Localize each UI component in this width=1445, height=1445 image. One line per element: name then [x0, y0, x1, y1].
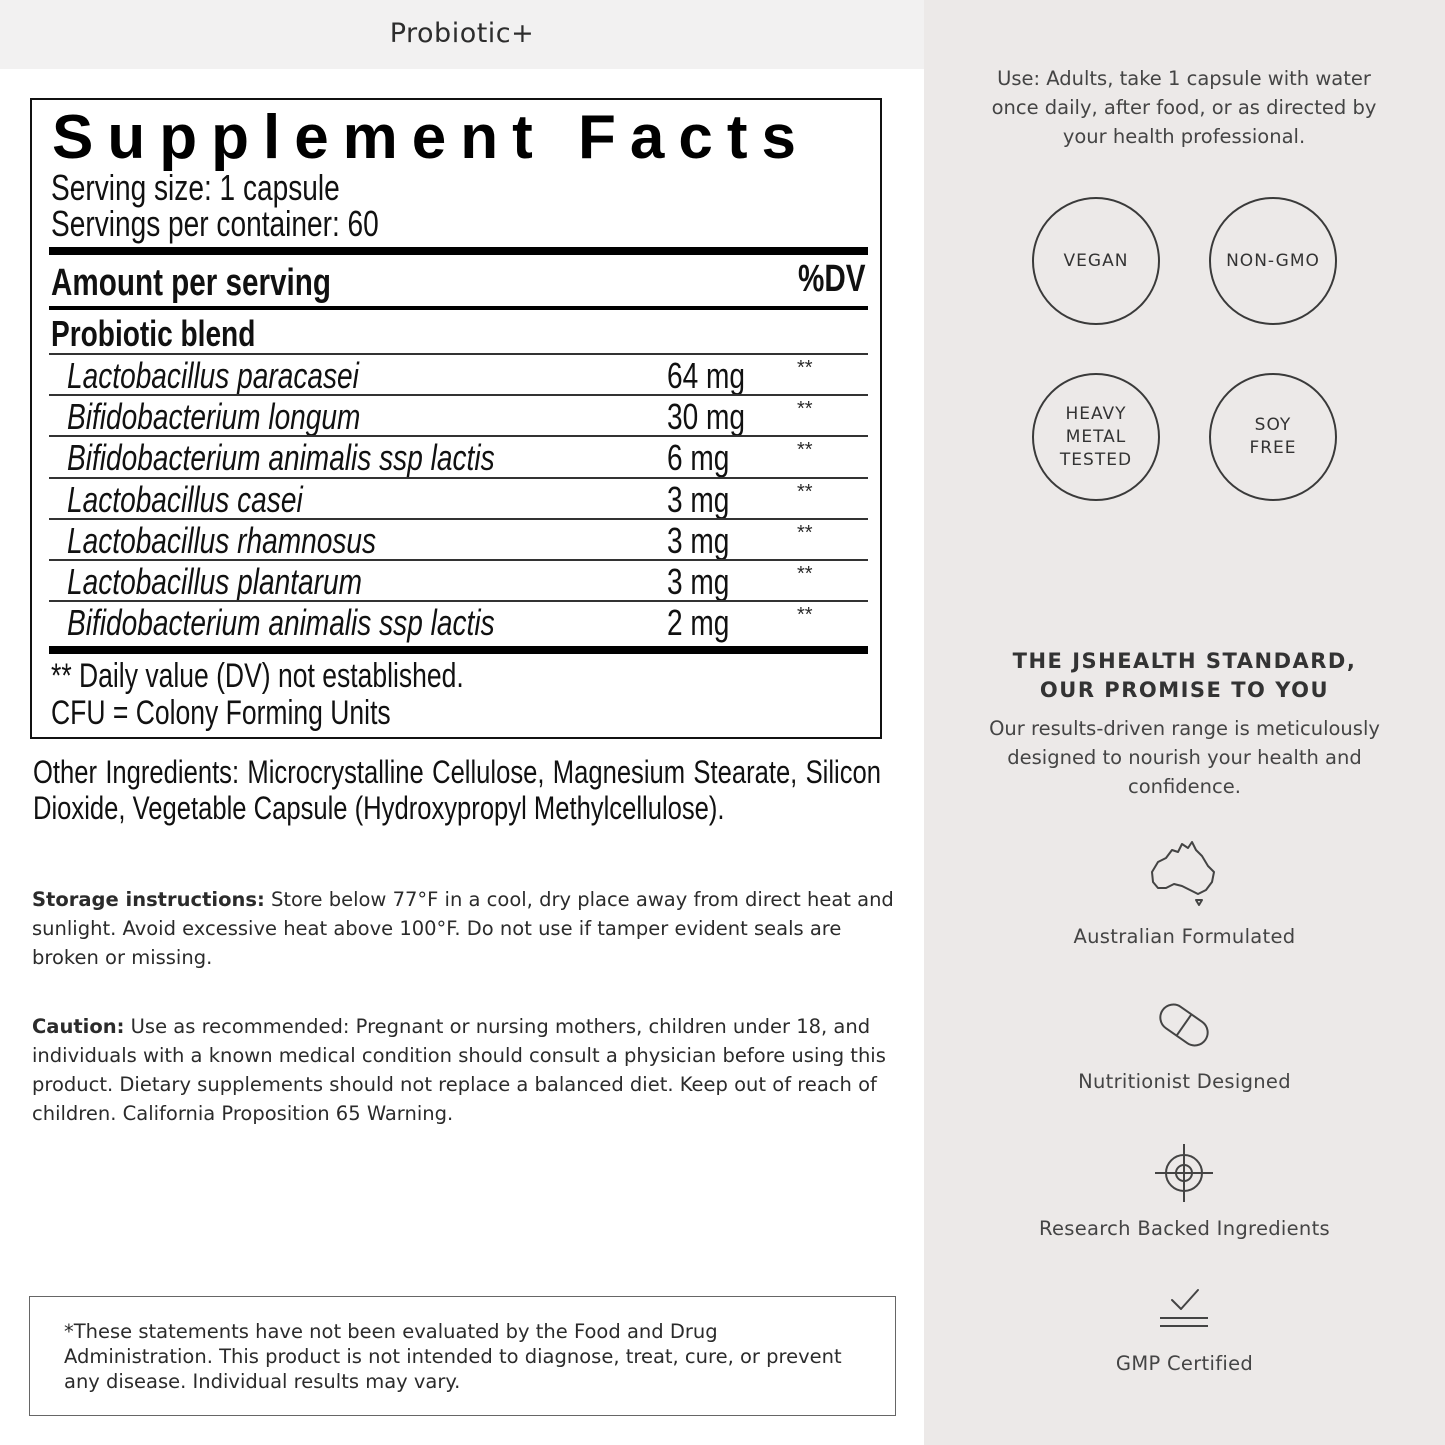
non-gmo-badge: NON-GMO [1209, 197, 1337, 325]
dv-header: %DV [798, 258, 866, 300]
supplement-facts-panel [30, 98, 882, 739]
feature-australian-formulated: Australian Formulated [1073, 925, 1296, 948]
fda-disclaimer-box [29, 1296, 896, 1416]
ingredient-name: Bifidobacterium animalis ssp lactis [67, 437, 495, 478]
right-sidebar [924, 0, 1445, 1445]
divider-thick [49, 646, 868, 654]
capsule-icon [1144, 990, 1224, 1060]
divider-thick [49, 247, 868, 255]
ingredient-amount: 30 mg [667, 396, 746, 437]
table-row [49, 435, 868, 476]
ingredient-amount: 2 mg [667, 602, 730, 643]
blend-label: Probiotic blend [51, 313, 256, 354]
ingredient-dv: ** [797, 398, 813, 420]
amount-per-serving-header: Amount per serving [51, 262, 331, 304]
serving-info [51, 167, 471, 244]
ingredient-amount: 3 mg [667, 479, 730, 520]
ingredient-amount: 6 mg [667, 437, 730, 478]
product-title: Probiotic+ [389, 18, 535, 49]
feature-nutritionist-designed: Nutritionist Designed [1078, 1070, 1291, 1093]
feature-research-backed: Research Backed Ingredients [1039, 1217, 1330, 1240]
ingredient-dv: ** [797, 439, 813, 461]
table-row [49, 600, 868, 641]
heavy-metal-tested-badge: HEAVY METAL TESTED [1032, 373, 1160, 501]
table-row [49, 518, 868, 559]
ingredient-amount: 64 mg [667, 355, 746, 396]
ingredient-dv: ** [797, 604, 813, 626]
storage-text: Store below 77°F in a cool, dry place away from direct heat and sunlight. Avoid excessive heat above 100°F. Do not use if tamper evident seals are broken or missing. [32, 888, 894, 969]
vegan-badge: VEGAN [1032, 197, 1160, 325]
title-bar [0, 0, 924, 69]
crosshair-target-icon [1144, 1138, 1224, 1208]
caution-body: Use as recommended: Pregnant or nursing mothers, children under 18, and individuals with a known medical condition should consult a physician before using this product. Dietary supplements should not replace a balanced diet. Keep out of reach of children. California Proposition 65 Warning. [32, 1015, 886, 1125]
ingredient-amount: 3 mg [667, 520, 730, 561]
storage-label: Storage instructions: [32, 888, 265, 911]
facts-title: Supplement Facts [52, 103, 810, 172]
ingredient-dv: ** [797, 357, 813, 379]
ingredient-name: Lactobacillus rhamnosus [67, 520, 377, 561]
ingredient-amount: 3 mg [667, 561, 730, 602]
usage-directions: Use: Adults, take 1 capsule with water once daily, after food, or as directed by your health professional. [991, 67, 1377, 148]
caution-text [32, 1012, 902, 1128]
table-row [49, 353, 868, 394]
ingredient-name: Lactobacillus casei [67, 479, 303, 520]
caution-label: Caution: [32, 1015, 125, 1038]
serving-size: Serving size: 1 capsule [51, 167, 340, 208]
divider-medium [49, 306, 868, 310]
table-row [49, 394, 868, 435]
table-row [49, 559, 868, 600]
ingredient-dv: ** [797, 522, 813, 544]
storage-instructions [32, 885, 902, 972]
soy-free-badge: SOY FREE [1209, 373, 1337, 501]
ingredient-name: Bifidobacterium longum [67, 396, 361, 437]
table-row [49, 477, 868, 518]
standard-text: Our results-driven range is meticulously designed to nourish your health and confidence. [989, 717, 1380, 798]
ingredient-name: Lactobacillus plantarum [67, 561, 363, 602]
other-ingredients: Other Ingredients: Microcrystalline Cellulose, Magnesium Stearate, Silicon Dioxide, Vegetable Capsule (Hydroxypropyl Methylcellulose). [33, 754, 881, 826]
ingredient-name: Bifidobacterium animalis ssp lactis [67, 602, 495, 643]
fda-disclaimer: *These statements have not been evaluated by the Food and Drug Administration. This product is not intended to diagnose, treat, cure, or prevent any disease. Individual results may vary. [64, 1320, 842, 1393]
australia-map-icon [1144, 838, 1224, 908]
dv-note: ** Daily value (DV) not established. [51, 657, 464, 695]
servings-per-container: Servings per container: 60 [51, 203, 379, 244]
ingredient-dv: ** [797, 563, 813, 585]
ingredient-name: Lactobacillus paracasei [67, 355, 359, 396]
checkmark-icon [1144, 1280, 1224, 1350]
ingredient-dv: ** [797, 481, 813, 503]
feature-gmp-certified: GMP Certified [1115, 1352, 1254, 1375]
cfu-note: CFU = Colony Forming Units [51, 694, 391, 732]
standard-title: THE JSHEALTH STANDARD, OUR PROMISE TO YOU [1012, 649, 1357, 702]
